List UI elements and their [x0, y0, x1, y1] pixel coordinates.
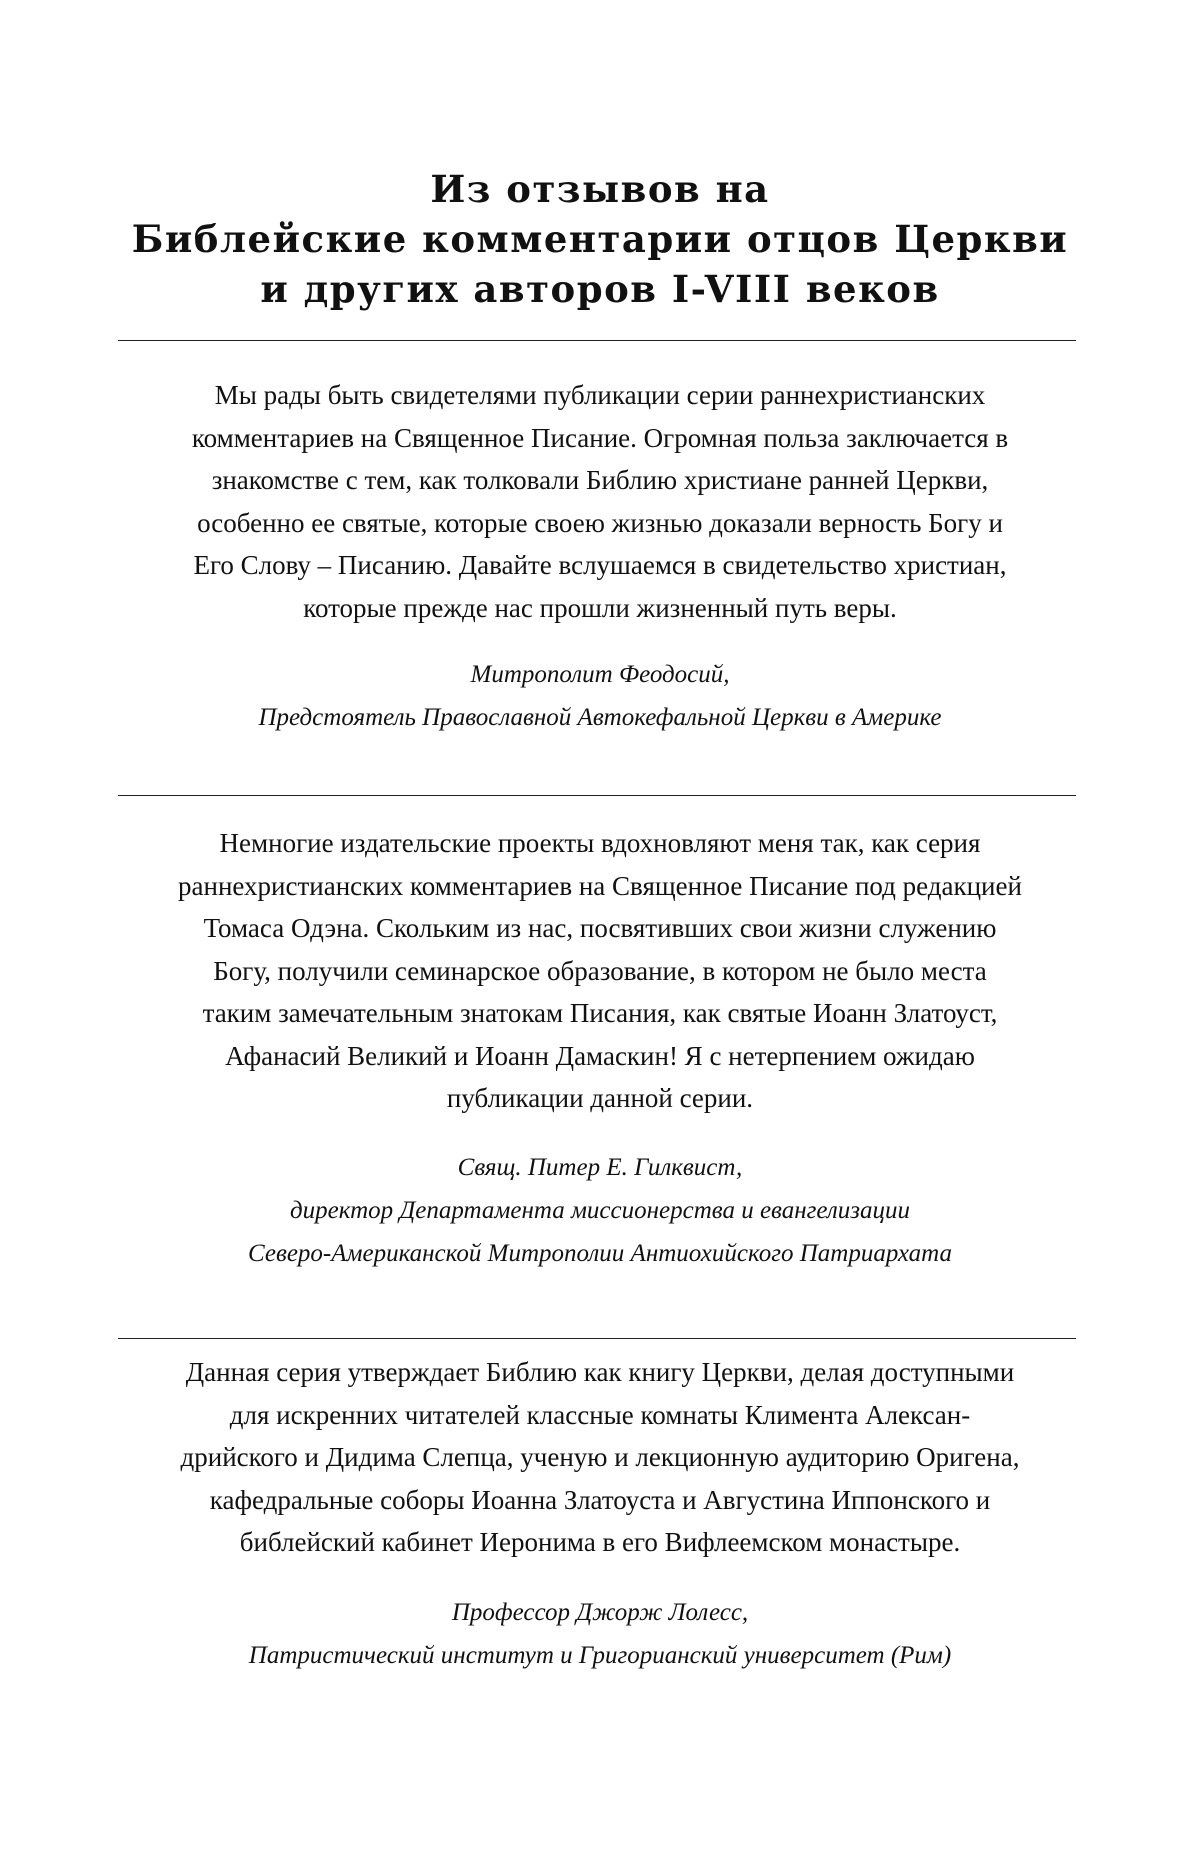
- signature-line: Профессор Джорж Лолесс,: [451, 1598, 749, 1626]
- text-line: Афанасий Великий и Иоанн Дамаскин! Я с нетерпением ожидаю: [225, 1040, 975, 1071]
- text-line: библейский кабинет Иеронима в его Вифлеемском монастыре.: [239, 1527, 961, 1557]
- review-signature: [110, 653, 1090, 739]
- divider: [118, 1338, 1076, 1339]
- text-line: комментариев на Священное Писание. Огромная польза заключается в: [191, 422, 1009, 453]
- title-line: Из отзывов на: [430, 167, 770, 211]
- text-line: Данная серия утверждает Библию как книгу Церкви, делая доступными: [185, 1357, 1015, 1387]
- review-3: [110, 1351, 1090, 1677]
- signature-line: Свящ. Питер Е. Гилквист,: [457, 1153, 743, 1181]
- text-line: Томаса Одэна. Скольким из нас, посвятивших свои жизни служению: [203, 913, 997, 943]
- signature-line: Предстоятель Православной Автокефальной Церкви в Америке: [258, 704, 942, 731]
- text-line: Его Слову – Писанию. Давайте вслушаемся в свидетельство христиан,: [193, 550, 1007, 580]
- text-line: особенно ее святые, которые своею жизнью доказали верность Богу и: [197, 507, 1003, 538]
- review-text: [110, 1351, 1090, 1564]
- review-text: [110, 822, 1090, 1120]
- text-line: публикации данной серии.: [446, 1083, 754, 1113]
- text-line: таким замечательным знатокам Писания, как святые Иоанн Златоуст,: [202, 998, 998, 1028]
- signature-line: Патристический институт и Григорианский университет (Рим): [248, 1641, 952, 1669]
- review-signature: [110, 1146, 1090, 1275]
- signature-line: Северо-Американской Митрополии Антиохийского Патриархата: [248, 1239, 952, 1267]
- text-line: Немногие издательские проекты вдохновляют меня так, как серия: [219, 828, 981, 858]
- text-line: Богу, получили семинарское образование, в котором не было места: [213, 955, 987, 986]
- text-line: кафедральные соборы Иоанна Златоуста и Августина Иппонского и: [209, 1484, 991, 1515]
- title-line: и других авторов I-VIII веков: [260, 267, 940, 311]
- review-signature: [110, 1591, 1090, 1677]
- divider: [118, 340, 1076, 341]
- signature-line: директор Департамента миссионерства и евангелизации: [289, 1196, 911, 1224]
- text-line: которые прежде нас прошли жизненный путь веры.: [303, 592, 897, 623]
- review-text: [110, 374, 1090, 629]
- text-line: дрийского и Дидима Слепца, ученую и лекционную аудиторию Оригена,: [180, 1442, 1020, 1472]
- review-2: [110, 822, 1090, 1275]
- review-1: [110, 374, 1090, 739]
- divider: [118, 795, 1076, 796]
- title-line: Библейские комментарии отцов Церкви: [131, 217, 1069, 261]
- signature-line: Митрополит Феодосий,: [470, 661, 730, 688]
- text-line: раннехристианских комментариев на Священное Писание под редакцией: [178, 870, 1022, 901]
- text-line: знакомстве с тем, как толковали Библию христиане ранней Церкви,: [211, 465, 989, 495]
- text-line: для искренних читателей классные комнаты Климента Алексан-: [229, 1399, 971, 1430]
- text-line: Мы рады быть свидетелями публикации серии раннехристианских: [214, 380, 986, 410]
- page-title: [0, 164, 1200, 314]
